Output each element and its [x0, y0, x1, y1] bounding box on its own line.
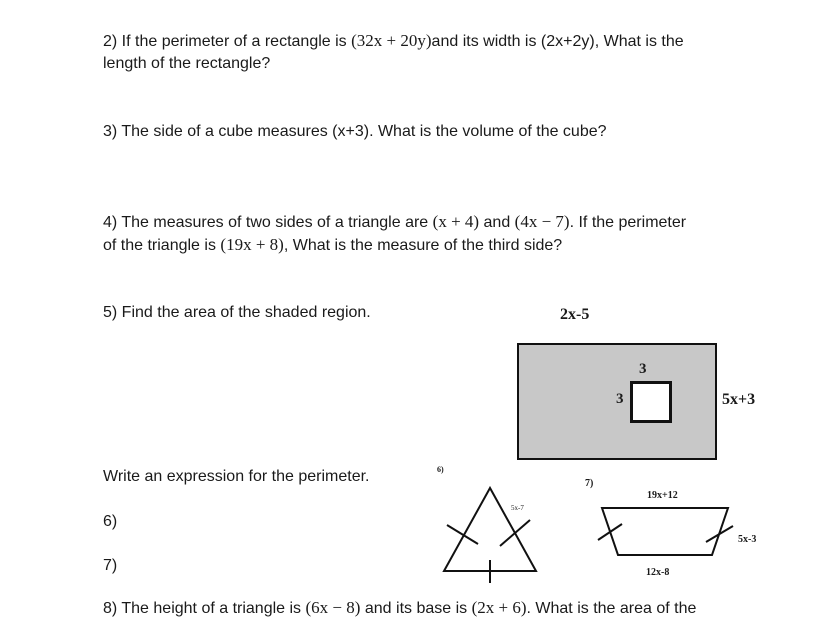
q4-math-3: (19x + 8)	[220, 235, 284, 254]
triangle-figure	[430, 480, 540, 590]
tick-mark-right	[500, 520, 530, 546]
question-8	[103, 597, 696, 620]
answer-6-label	[103, 511, 117, 533]
trapezoid-figure	[590, 500, 740, 565]
q2-text-b: and its width is (2x+2y), What is the	[431, 33, 684, 50]
tick-mark-left	[598, 524, 622, 540]
q8-text-a: 8) The height of a triangle is	[103, 600, 306, 617]
inner-left-label: 3	[616, 391, 624, 407]
inner-top-label: 3	[639, 361, 647, 377]
q4-text-c: . If the perimeter	[569, 214, 687, 231]
fig7-right-label: 5x-3	[738, 534, 757, 545]
q5-text: 5) Find the area of the shaded region.	[103, 304, 371, 321]
trapezoid-shape	[602, 508, 728, 555]
question-2	[103, 30, 684, 75]
fig6-side-label: 5x-7	[511, 504, 524, 512]
q4-math-2: (4x − 7)	[514, 212, 570, 231]
perimeter-prompt	[103, 466, 370, 488]
question-5	[103, 302, 371, 324]
answer-7-label	[103, 555, 117, 577]
q4-text-e: , What is the measure of the third side?	[283, 237, 563, 254]
question-3	[103, 121, 607, 143]
perimeter-text: Write an expression for the perimeter.	[103, 468, 370, 485]
q4-math-1: (x + 4)	[432, 212, 480, 231]
fig6-number: 6)	[437, 465, 444, 474]
label-6: 6)	[103, 513, 118, 530]
q2-line2: length of the rectangle?	[103, 55, 271, 72]
q8-text-c: . What is the area of the	[526, 600, 697, 617]
label-7: 7)	[103, 557, 118, 574]
rect-right-label: 5x+3	[722, 391, 756, 408]
fig7-bottom-label: 12x-8	[646, 567, 670, 578]
tick-mark-left	[447, 525, 478, 544]
tick-mark-right	[706, 526, 733, 542]
triangle-shape	[444, 488, 536, 571]
q4-text-a: 4) The measures of two sides of a triangle are	[103, 214, 433, 231]
q4-text-d: of the triangle is	[103, 237, 221, 254]
rect-top-label: 2x-5	[560, 306, 590, 323]
q8-math-1: (6x − 8)	[305, 598, 361, 617]
q4-text-b: and	[479, 214, 515, 231]
q8-text-b: and its base is	[360, 600, 472, 617]
inner-square	[630, 381, 672, 423]
fig7-top-label: 19x+12	[647, 490, 678, 501]
q8-math-2: (2x + 6)	[471, 598, 527, 617]
fig7-number: 7)	[585, 478, 594, 489]
q3-text: 3) The side of a cube measures (x+3). What is the volume of the cube?	[103, 123, 607, 140]
question-4	[103, 211, 686, 257]
q2-math: (32x + 20y)	[351, 31, 432, 50]
q2-text-a: 2) If the perimeter of a rectangle is	[103, 33, 352, 50]
